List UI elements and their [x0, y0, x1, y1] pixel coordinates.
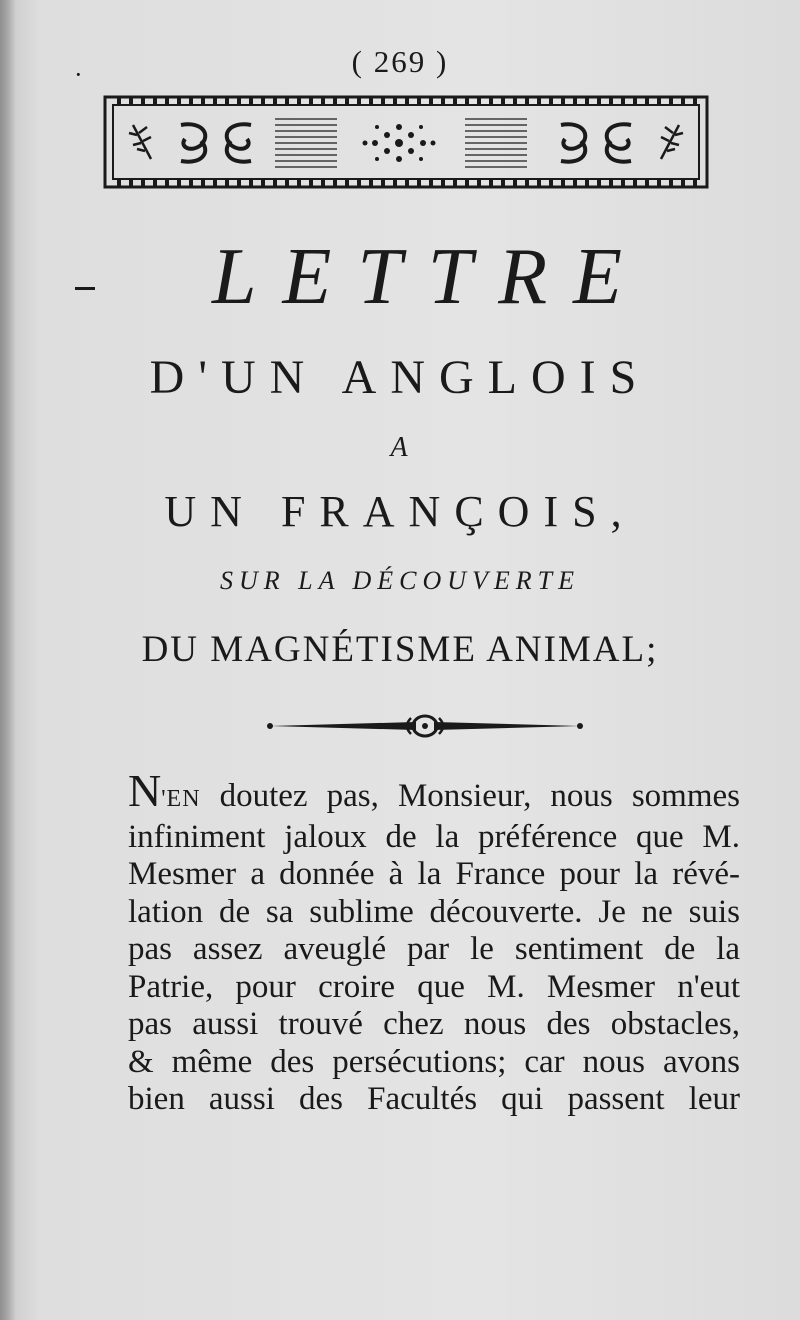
- body-line: bien aussi des Facultés qui passent leur: [128, 1081, 740, 1117]
- body-line: Mesmer a donnée à la France pour la révé-: [128, 856, 740, 892]
- title-anglois: D'UN ANGLOIS: [149, 351, 651, 404]
- page-number: ( 269 ): [351, 44, 449, 79]
- title-francois: UN FRANÇOIS,: [164, 487, 636, 536]
- body-text: [128, 765, 740, 1119]
- title-magnetisme: DU MAGNÉTISME ANIMAL;: [141, 629, 659, 670]
- body-line: lation de sa sublime découverte. Je ne suis: [128, 893, 740, 930]
- title-a: A: [390, 432, 410, 463]
- margin-mark: ·: [74, 60, 83, 89]
- body-line: infiniment jaloux de la préférence que M.: [128, 818, 740, 855]
- title-lettre: LETTRE: [211, 233, 649, 321]
- small-caps-word: 'EN: [161, 786, 201, 812]
- body-line: N'EN doutez pas, Monsieur, nous sommes: [128, 765, 740, 816]
- body-line: pas assez aveuglé par le sentiment de la: [128, 931, 740, 967]
- headpiece-ornament: [103, 95, 709, 189]
- title-sur: SUR LA DÉCOUVERTE: [219, 566, 581, 595]
- body-line: Patrie, pour croire que M. Mesmer n'eut: [128, 968, 740, 1005]
- rule-ornament: [266, 712, 584, 740]
- body-line: pas aussi trouvé chez nous des obstacles,: [128, 1006, 740, 1042]
- drop-cap: N: [128, 765, 162, 816]
- body-line: & même des persécutions; car nous avons: [128, 1043, 740, 1080]
